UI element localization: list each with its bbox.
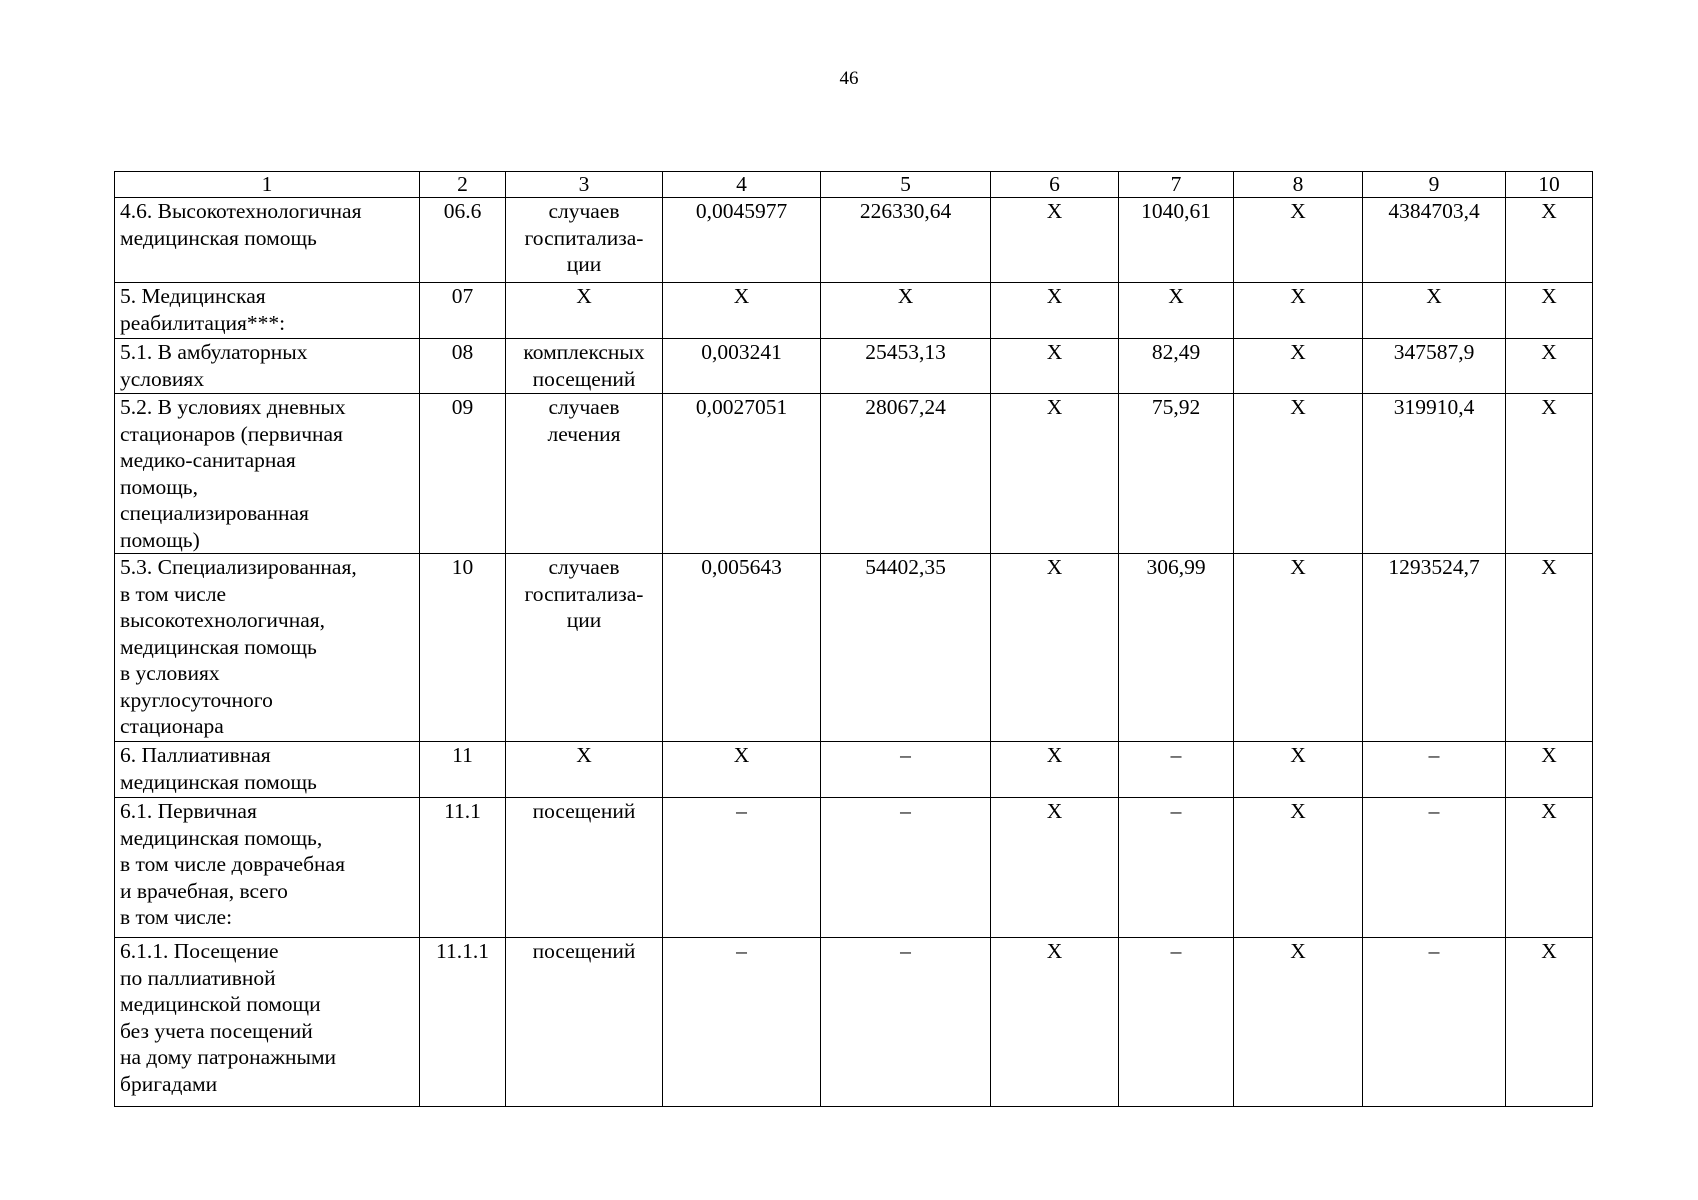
header-cell-7: 7 (1119, 172, 1234, 198)
row-value-cell-5: 54402,35 (821, 554, 991, 742)
row-label-line: медико-санитарная (120, 448, 296, 472)
row-value-cell-10: X (1506, 283, 1593, 339)
row-unit-line: ции (566, 252, 602, 276)
row-label-line: в том числе (120, 581, 227, 606)
row-unit-cell (506, 742, 663, 798)
row-unit-cell (506, 283, 663, 339)
row-unit-cell (506, 198, 663, 283)
row-value-cell-9: X (1363, 283, 1506, 339)
row-label-cell (115, 283, 420, 339)
row-label-line: стационаров (первичная (120, 421, 343, 446)
row-value-cell-9: 1293524,7 (1363, 554, 1506, 742)
row-label-line: в том числе: (120, 905, 233, 929)
row-code-cell: 08 (420, 339, 506, 394)
row-value-cell-5: – (821, 742, 991, 798)
row-label-line: и врачебная, всего (120, 878, 288, 903)
row-label-line: 5.2. В условиях дневных (120, 395, 346, 419)
row-unit-cell (506, 339, 663, 394)
row-unit-line: посещений (532, 799, 636, 823)
row-label-line: медицинская помощь (120, 225, 317, 250)
page-number: 46 (839, 68, 859, 89)
row-code-cell: 06.6 (420, 198, 506, 283)
row-label-cell (115, 394, 420, 554)
header-cell-2: 2 (420, 172, 506, 198)
row-value-cell-8: X (1234, 554, 1363, 742)
row-value-cell-7: 75,92 (1119, 394, 1234, 554)
row-value-cell-9: – (1363, 742, 1506, 798)
row-unit-line: случаев (548, 395, 620, 419)
row-value-cell-7: X (1119, 283, 1234, 339)
header-cell-8: 8 (1234, 172, 1363, 198)
table-row (115, 198, 1593, 283)
row-label-line: высокотехнологичная, (120, 608, 326, 632)
row-value-cell-7: 1040,61 (1119, 198, 1234, 283)
row-label-cell (115, 339, 420, 394)
row-code-cell: 09 (420, 394, 506, 554)
row-value-cell-8: X (1234, 798, 1363, 938)
row-value-cell-4: 0,003241 (663, 339, 821, 394)
row-unit-cell (506, 938, 663, 1107)
row-value-cell-6: X (991, 554, 1119, 742)
header-cell-4: 4 (663, 172, 821, 198)
row-value-cell-9: 4384703,4 (1363, 198, 1506, 283)
row-value-cell-5: 226330,64 (821, 198, 991, 283)
row-value-cell-8: X (1234, 283, 1363, 339)
row-unit-line: ции (566, 608, 602, 632)
row-label-line: 4.6. Высокотехнологичная (120, 199, 362, 223)
header-cell-10: 10 (1506, 172, 1593, 198)
row-value-cell-7: 82,49 (1119, 339, 1234, 394)
row-label-line: без учета посещений (120, 1018, 313, 1043)
row-label-line: круглосуточного (120, 687, 273, 712)
row-value-cell-10: X (1506, 554, 1593, 742)
table-header-row (115, 172, 1593, 198)
row-label-line: на дому патронажными (120, 1045, 337, 1069)
row-value-cell-4: X (663, 283, 821, 339)
row-label-line: специализированная (120, 501, 309, 525)
row-label-cell (115, 742, 420, 798)
row-code-cell: 11 (420, 742, 506, 798)
row-label-line: бригадами (120, 1071, 218, 1096)
row-unit-line: X (576, 743, 592, 767)
row-unit-line: посещений (532, 366, 636, 391)
header-cell-6: 6 (991, 172, 1119, 198)
row-value-cell-10: X (1506, 798, 1593, 938)
row-value-cell-10: X (1506, 742, 1593, 798)
row-code-cell: 11.1.1 (420, 938, 506, 1107)
row-value-cell-4: – (663, 798, 821, 938)
header-cell-3: 3 (506, 172, 663, 198)
row-unit-cell (506, 554, 663, 742)
row-label-line: медицинская помощь, (120, 825, 323, 850)
row-label-line: 6. Паллиативная (120, 743, 271, 767)
row-value-cell-6: X (991, 283, 1119, 339)
row-label-line: 6.1.1. Посещение (120, 939, 279, 963)
row-value-cell-6: X (991, 938, 1119, 1107)
row-unit-line: комплексных (523, 340, 645, 364)
row-label-cell (115, 554, 420, 742)
row-label-line: 6.1. Первичная (120, 799, 257, 823)
row-value-cell-7: – (1119, 798, 1234, 938)
table-row (115, 938, 1593, 1107)
row-label-line: в условиях (120, 661, 220, 685)
row-value-cell-7: – (1119, 938, 1234, 1107)
table-body (115, 172, 1593, 1107)
row-value-cell-5: 25453,13 (821, 339, 991, 394)
row-code-cell: 10 (420, 554, 506, 742)
data-table (114, 171, 1593, 1107)
row-value-cell-9: 319910,4 (1363, 394, 1506, 554)
row-value-cell-8: X (1234, 394, 1363, 554)
row-label-line: 5. Медицинская (120, 284, 266, 308)
row-value-cell-6: X (991, 339, 1119, 394)
row-value-cell-8: X (1234, 339, 1363, 394)
row-unit-line: госпитализа- (524, 581, 644, 606)
row-label-line: медицинской помощи (120, 992, 321, 1016)
row-value-cell-5: X (821, 283, 991, 339)
row-value-cell-7: 306,99 (1119, 554, 1234, 742)
row-value-cell-4: 0,0027051 (663, 394, 821, 554)
row-label-line: помощь, (120, 474, 198, 499)
row-label-line: помощь) (120, 527, 200, 552)
table-row (115, 554, 1593, 742)
row-label-cell (115, 938, 420, 1107)
row-value-cell-9: – (1363, 938, 1506, 1107)
row-code-cell: 11.1 (420, 798, 506, 938)
row-unit-line: госпитализа- (524, 225, 644, 250)
row-label-line: медицинская помощь (120, 634, 317, 659)
row-unit-line: случаев (548, 199, 620, 223)
row-label-cell (115, 198, 420, 283)
row-label-line: 5.3. Специализированная, (120, 555, 357, 579)
row-label-line: по паллиативной (120, 965, 276, 990)
row-label-cell (115, 798, 420, 938)
row-value-cell-4: 0,005643 (663, 554, 821, 742)
row-unit-line: лечения (547, 421, 621, 446)
row-value-cell-6: X (991, 394, 1119, 554)
row-value-cell-4: X (663, 742, 821, 798)
row-label-line: медицинская помощь (120, 769, 317, 794)
row-value-cell-9: 347587,9 (1363, 339, 1506, 394)
row-value-cell-8: X (1234, 198, 1363, 283)
row-value-cell-10: X (1506, 394, 1593, 554)
table-row (115, 339, 1593, 394)
row-unit-cell (506, 394, 663, 554)
row-value-cell-4: 0,0045977 (663, 198, 821, 283)
row-value-cell-6: X (991, 742, 1119, 798)
row-value-cell-8: X (1234, 742, 1363, 798)
row-value-cell-10: X (1506, 339, 1593, 394)
row-value-cell-7: – (1119, 742, 1234, 798)
table-row (115, 798, 1593, 938)
row-value-cell-6: X (991, 798, 1119, 938)
row-label-line: условиях (120, 366, 205, 391)
row-label-line: в том числе доврачебная (120, 852, 345, 876)
table-row (115, 394, 1593, 554)
row-unit-line: случаев (548, 555, 620, 579)
row-value-cell-10: X (1506, 938, 1593, 1107)
row-label-line: стационара (120, 714, 224, 738)
row-value-cell-5: – (821, 798, 991, 938)
table-row (115, 742, 1593, 798)
row-unit-cell (506, 798, 663, 938)
row-value-cell-8: X (1234, 938, 1363, 1107)
row-value-cell-5: 28067,24 (821, 394, 991, 554)
row-value-cell-5: – (821, 938, 991, 1107)
table-row (115, 283, 1593, 339)
row-code-cell: 07 (420, 283, 506, 339)
header-cell-1: 1 (115, 172, 420, 198)
row-value-cell-10: X (1506, 198, 1593, 283)
row-label-line: реабилитация***: (120, 310, 286, 335)
row-unit-line: посещений (532, 939, 636, 963)
header-cell-5: 5 (821, 172, 991, 198)
row-label-line: 5.1. В амбулаторных (120, 340, 308, 364)
header-cell-9: 9 (1363, 172, 1506, 198)
row-value-cell-6: X (991, 198, 1119, 283)
row-unit-line: X (576, 284, 592, 308)
row-value-cell-9: – (1363, 798, 1506, 938)
row-value-cell-4: – (663, 938, 821, 1107)
